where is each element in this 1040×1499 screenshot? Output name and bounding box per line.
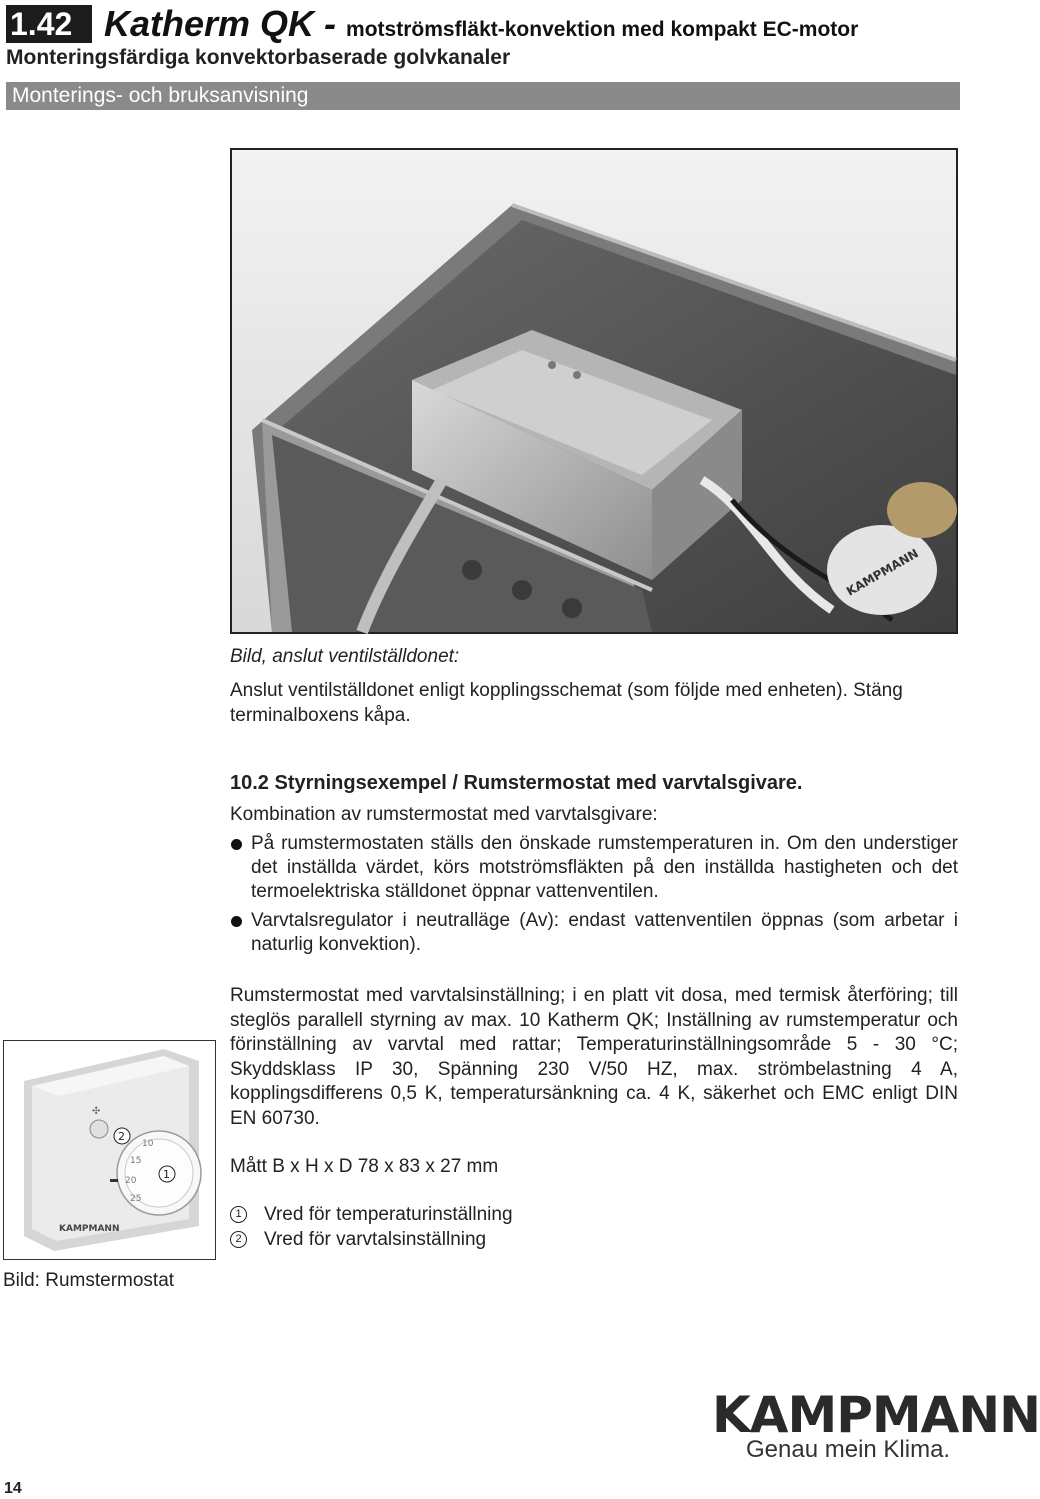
legend-list: [230, 1202, 513, 1252]
photo-caption: Bild, anslut ventilställdonet:: [230, 646, 460, 667]
section-number: 1.42: [6, 5, 92, 43]
logo-wordmark: KAMPMANN: [712, 1386, 1040, 1444]
thermostat-caption: Bild: Rumstermostat: [3, 1270, 175, 1291]
legend-item: [230, 1227, 513, 1252]
title-subtext: motströmsfläkt-konvektion med kompakt EC-motor: [346, 18, 859, 41]
connect-instruction: Anslut ventilställdonet enligt kopplingsschemat (som följde med enheten). Stäng terminalboxens kåpa.: [230, 680, 903, 726]
list-item-text: Varvtalsregulator i neutralläge (Av): endast vattenventilen öppnas (som arbetar i naturlig konvektion).: [251, 910, 958, 955]
dimensions: Mått B x H x D 78 x 83 x 27 mm: [230, 1156, 499, 1177]
bullet-list: [230, 832, 958, 962]
legend-label: Vred för varvtalsinställning: [264, 1229, 487, 1250]
page-header: [0, 0, 960, 107]
dial-label: 15: [130, 1156, 142, 1166]
page-title: [104, 3, 858, 45]
kampmann-logo: [712, 1386, 1040, 1466]
actuator-brand-label: KAMPMANN: [844, 546, 921, 599]
dial-label: 25: [130, 1194, 142, 1204]
section-lead: Kombination av rumstermostat med varvtalsgivare:: [230, 804, 658, 825]
marker-2: 2: [118, 1130, 125, 1143]
fan-icon: ✣: [92, 1106, 101, 1117]
title-text: Katherm QK -: [104, 3, 347, 44]
terminal-box-photo: [230, 148, 958, 634]
page-number: 14: [4, 1480, 22, 1497]
legend-label: Vred för temperaturinställning: [264, 1204, 513, 1225]
legend-item: [230, 1202, 513, 1227]
legend-number: 1: [230, 1206, 247, 1223]
section-bar: [6, 82, 960, 110]
legend-number: 2: [230, 1231, 247, 1248]
marker-1: 1: [163, 1168, 170, 1181]
dial-label: 10: [142, 1139, 154, 1149]
thermostat-brand: KAMPMANN: [59, 1224, 120, 1234]
thermostat-image: [3, 1040, 216, 1260]
list-item: [230, 909, 958, 957]
dial-label: 20: [125, 1176, 137, 1186]
page-subtitle: Monteringsfärdiga konvektorbaserade golvkanaler: [6, 46, 511, 69]
logo-tagline: Genau mein Klima.: [746, 1436, 951, 1463]
bullet-icon: [231, 916, 242, 927]
section-heading: 10.2 Styrningsexempel / Rumstermostat med varvtalsgivare.: [230, 772, 803, 794]
list-item-text: På rumstermostaten ställs den önskade rumstemperaturen in. Om den understiger det inställda värdet, körs motströmsfläkten på den inställda hastigheten och det termoelektriska ställdonet öppnar vattenventilen.: [251, 833, 958, 902]
section-bar-label: Monterings- och bruksanvisning: [12, 84, 309, 107]
bullet-icon: [231, 839, 242, 850]
thermostat-description: Rumstermostat med varvtalsinställning; i en platt vit dosa, med termisk återföring; till steglös parallell styrning av max. 10 Katherm QK; Inställning av rumstemperatur och förinställning av varvtal med rattar; Temperaturinställningsområde 5 - 30 °C; Skyddsklass IP 30, Spänning 230 V/50 HZ, max. strömbelastning 4 A, kopplingsdifferens 0,5 K, temperatursänkning ca. 4 K, säkerhet och EMC enligt DIN EN 60730.: [230, 985, 958, 1129]
list-item: [230, 832, 958, 904]
